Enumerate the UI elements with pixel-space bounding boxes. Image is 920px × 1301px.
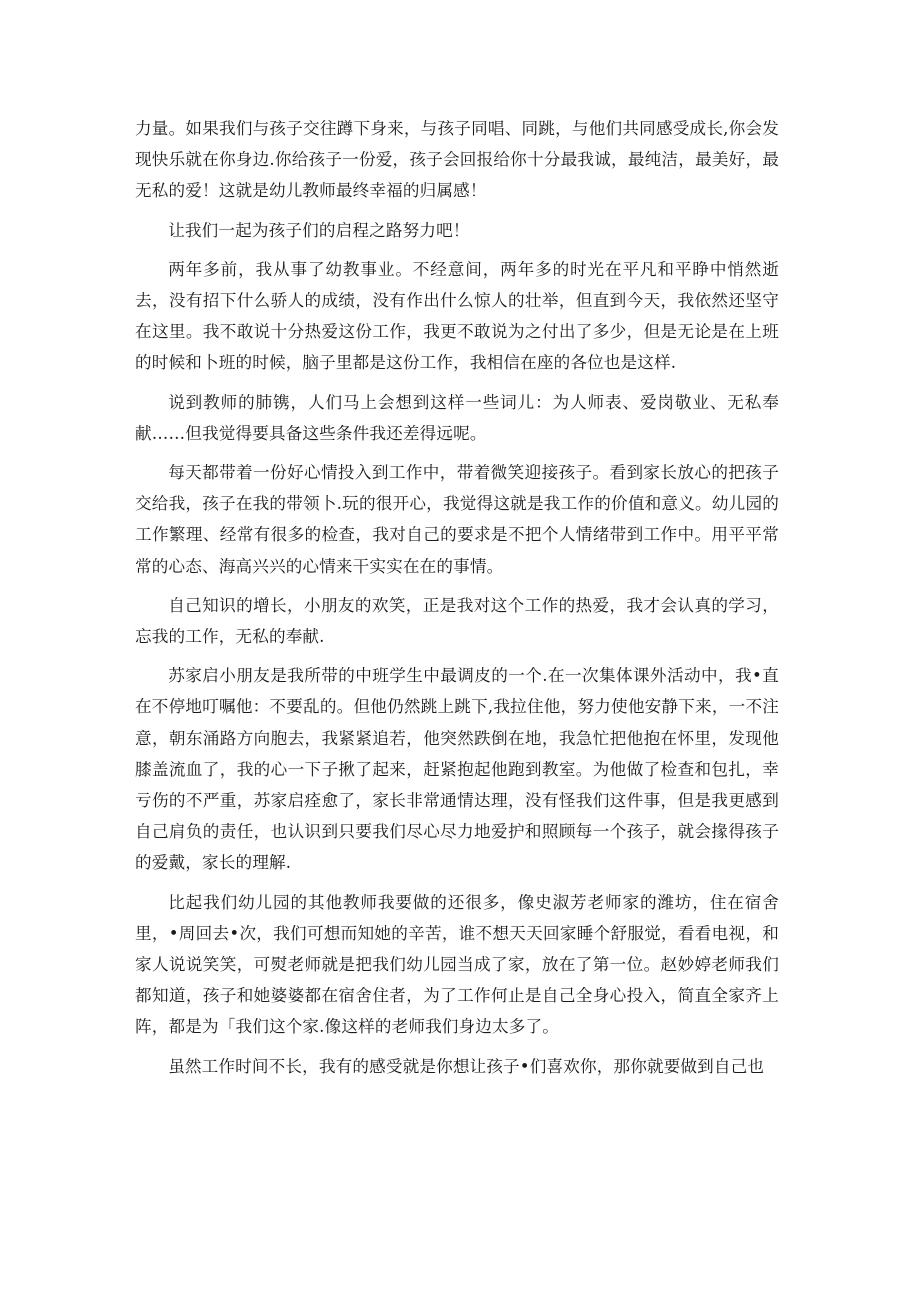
document-body [135, 113, 779, 1090]
paragraph: 每天都带着一份好心情投入到工作中，带着微笑迎接孩子。看到家长放心的把孩子交给我，孩子在我的带领卜.玩的很开心，我觉得这就是我工作的价值和意义。幼儿园的工作繁理、经常有很多的检查，我对自己的要求是不把个人情绪带到工作中。用平平常常的心态、海高兴兴的心情来干实实在在的事情。 [135, 463, 779, 576]
paragraph: 让我们一起为孩子们的启程之路努力吧！ [168, 220, 470, 240]
paragraph: 说到教师的肺镌，人们马上会想到这样一些词儿：为人师表、爱岗敬业、无私奉献……但我觉得要具备这些条件我还差得远呢。 [135, 392, 779, 443]
paragraph-continued: 力量。如果我们与孩子交往蹲下身来，与孩子同唱、同跳，与他们共同感受成长,你会发现快乐就在你身边.你给孩子一份爱，孩子会回报给你十分最我诚，最纯洁，最美好，最无私的爱！这就是幼儿教师最终幸福的归属感！ [135, 119, 779, 201]
paragraph: 比起我们幼儿园的其他教师我要做的还很多，像史淑芳老师家的潍坊，住在宿舍里，•周回去•次，我们可想而知她的辛苦，谁不想天天回家睡个舒服觉，看看电视，和家人说说笑笑，可熨老师就是把我们幼儿园当成了家，放在了第一位。赵妙婷老师我们都知道，孩子和她婆婆都在宿舍住者，为了工作何止是自己全身心投入，简直全家齐上阵，都是为「我们这个家.像这样的老师我们身边太多了。 [135, 892, 779, 1037]
paragraph: 苏家启小朋友是我所带的中班学生中最调皮的一个.在一次集体课外活动中，我•直在不停地叮嘱他：不要乱的。但他仍然跳上跳下,我拉住他，努力使他安静下来，一不注意，朝东涌路方向胞去，我紧紧追若，他突然跌倒在地，我急忙把他抱在怀里，发现他膝盖流血了，我的心一下子揪了起来，赶紧抱起他跑到教室。为他做了检查和包扎，幸亏伤的不严重，苏家启痊愈了，家长非常通情达理，没有怪我们这件事，但是我更感到自己肩负的责任，也认识到只要我们尽心尽力地爱护和照顾每一个孩子，就会掾得孩子的爱戴，家长的理解. [135, 666, 779, 873]
paragraph: 虽然工作时间不长，我有的感受就是你想让孩子•们喜欢你，那你就要做到自己也 [168, 1056, 765, 1076]
paragraph: 两年多前，我从事了幼教事业。不经意间，两年多的时光在平凡和平睁中悄然逝去，没有招下什么骄人的成绩，没有作出什么惊人的壮举，但直到今天，我依然还坚守在这里。我不敢说十分热爱这份工作，我更不敢说为之付出了多少，但是无论是在上班的时候和卜班的时候，脑子里都是这份工作，我相信在座的各位也是这样. [135, 259, 779, 373]
paragraph: 自己知识的增长，小朋友的欢笑，正是我对这个工作的热爱，我才会认真的学习，忘我的工作，无私的奉献. [135, 595, 779, 647]
